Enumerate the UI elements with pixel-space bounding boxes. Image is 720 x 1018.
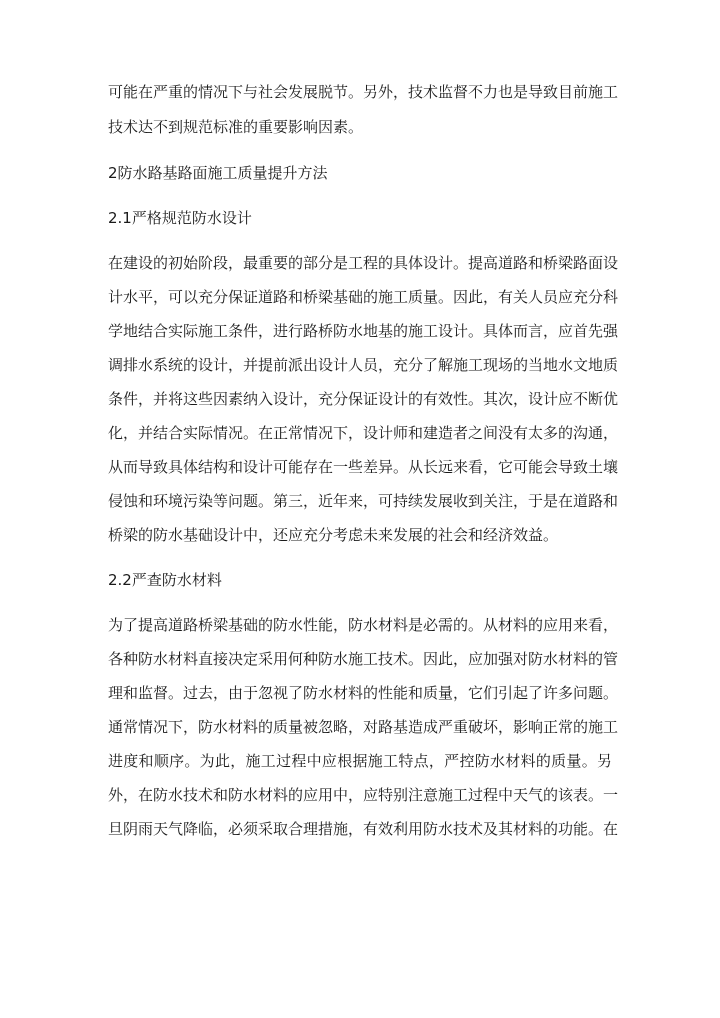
- text-line: 理和监督。过去，由于忽视了防水材料的性能和质量，它们引起了许多问题。: [108, 684, 619, 702]
- text-line: 在建设的初始阶段，最重要的部分是工程的具体设计。提高道路和桥梁路面设: [108, 254, 619, 272]
- text-line: 计水平，可以充分保证道路和桥梁基础的施工质量。因此，有关人员应充分科: [108, 288, 619, 306]
- text-line: 为了提高道路桥梁基础的防水性能，防水材料是必需的。从材料的应用来看，: [108, 616, 619, 634]
- text-line: 可能在严重的情况下与社会发展脱节。另外，技术监督不力也是导致目前施工: [108, 83, 619, 101]
- text-line: 通常情况下，防水材料的质量被忽略，对路基造成严重破坏，影响正常的施工: [108, 718, 619, 736]
- text-line: 从而导致具体结构和设计可能存在一些差异。从长远来看，它可能会导致土壤: [108, 458, 619, 476]
- text-line: 侵蚀和环境污染等问题。第三，近年来，可持续发展收到关注，于是在道路和: [108, 492, 619, 510]
- document-page: [108, 82, 619, 839]
- text-line: 桥梁的防水基础设计中，还应充分考虑未来发展的社会和经济效益。: [108, 526, 559, 544]
- text-line: 旦阴雨天气降临，必须采取合理措施，有效利用防水技术及其材料的功能。在: [108, 820, 619, 838]
- section-heading-2-1: 2.1严格规范防水设计: [108, 209, 252, 227]
- text-line: 学地结合实际施工条件，进行路桥防水地基的施工设计。具体而言，应首先强: [108, 322, 619, 340]
- section-heading-2-2: 2.2严查防水材料: [108, 571, 222, 589]
- continuation-paragraph: [108, 82, 619, 137]
- text-line: 外，在防水技术和防水材料的应用中，应特别注意施工过程中天气的该表。一: [108, 786, 619, 804]
- text-line: 调排水系统的设计，并提前派出设计人员，充分了解施工现场的当地水文地质: [108, 356, 619, 374]
- section-heading-2: 2防水路基路面施工质量提升方法: [108, 164, 328, 182]
- text-line: 进度和顺序。为此，施工过程中应根据施工特点，严控防水材料的质量。另: [108, 752, 612, 770]
- paragraph-2-2: [108, 615, 619, 839]
- paragraph-2-1: [108, 253, 619, 545]
- text-line: 技术达不到规范标准的重要影响因素。: [108, 118, 364, 136]
- text-line: 化，并结合实际情况。在正常情况下，设计师和建造者之间没有太多的沟通，: [108, 424, 619, 442]
- text-line: 各种防水材料直接决定采用何种防水施工技术。因此，应加强对防水材料的管: [108, 650, 619, 668]
- text-line: 条件，并将这些因素纳入设计，充分保证设计的有效性。其次，设计应不断优: [108, 390, 619, 408]
